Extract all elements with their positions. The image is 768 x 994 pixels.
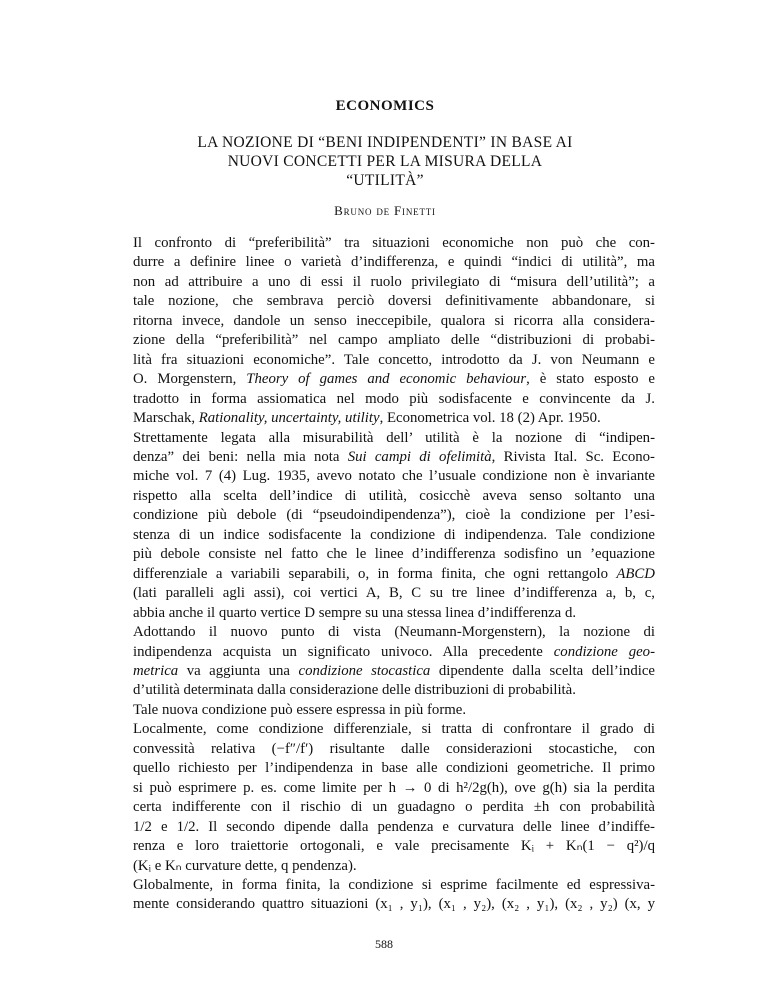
text-line: stenza di un indice sodisfacente la condizione di indipendenza. Tale condizione — [133, 526, 655, 543]
text-line: miche vol. 7 (4) Lug. 1935, avevo notato che l’usuale condizione non è invariante — [133, 468, 655, 485]
text-line: O. Morgenstern, Theory of games and economic behaviour, è stato esposto e — [133, 371, 655, 388]
text-line: ritorna invece, dandole un senso ineccepibile, qualora si ricorra alla considera- — [133, 312, 655, 329]
text-line: differenziale a variabili separabili, o, in forma finita, che ogni rettangolo ABCD — [133, 565, 655, 582]
text-line: Strettamente legata alla misurabilità dell’ utilità è la nozione di “indipen- — [133, 429, 655, 446]
text-line: Localmente, come condizione differenziale, si tratta di confrontare il grado di — [133, 721, 655, 738]
text-line: 1/2 e 1/2. Il secondo dipende dalla pendenza e curvatura delle linee d’indiffe- — [133, 818, 655, 835]
paragraph — [115, 234, 655, 429]
page-number: 588 — [375, 937, 393, 951]
text-line: metrica va aggiunta una condizione stocastica dipendente dalla scelta dell’indice — [133, 662, 655, 679]
paragraph — [115, 429, 655, 624]
text-line: Il confronto di “preferibilità” tra situazioni economiche non può che con- — [133, 235, 655, 251]
text-line: quello richiesto per l’indipendenza in base alle condizioni geometriche. Il primo — [133, 760, 655, 777]
title-line-2: NUOVI CONCETTI PER LA MISURA DELLA — [227, 153, 543, 170]
title-line-1: LA NOZIONE DI “BENI INDIPENDENTI” IN BASE AI — [197, 134, 573, 151]
page-content — [115, 98, 655, 915]
text-line: Tale nuova condizione può essere espressa in più forme. — [133, 701, 467, 718]
text-line: non ad attribuire a uno di essi il ruolo privilegiato di “misura dell’utilità”; a — [133, 273, 655, 290]
text-line: mente considerando quattro situazioni (x₁ , y₁), (x₁ , y₂), (x₂ , y₁), (x₂ , y₂) (x, y — [133, 896, 655, 913]
paragraph — [115, 623, 655, 701]
text-line: si può esprimere p. es. come limite per h → 0 di h²/2g(h), ove g(h) sia la perdita — [133, 779, 655, 796]
text-line: d’utilità determinata dalla considerazione delle distribuzioni di probabilità. — [133, 682, 576, 699]
text-line: tale nozione, che sembrava perciò doversi definitivamente abbandonare, si — [133, 293, 655, 310]
text-line: condizione più debole (di “pseudoindipendenza”), cioè la condizione per l’esi- — [133, 507, 655, 524]
body-text — [115, 234, 655, 915]
text-line: durre a definire linee o varietà d’indifferenza, e quindi “indici di utilità”, ma — [133, 254, 655, 271]
text-line: abbia anche il quarto vertice D sempre su una stessa linea d’indifferenza d. — [133, 604, 577, 621]
text-line: zione della “preferibilità” nel campo ampliato delle “distribuzioni di probabi- — [133, 332, 655, 349]
text-line: Marschak, Rationality, uncertainty, utility, Econometrica vol. 18 (2) Apr. 1950. — [133, 410, 601, 427]
text-line: più debole consiste nel fatto che le linee d’indifferenza sodisfino un ’equazione — [133, 546, 655, 563]
paragraph — [115, 701, 655, 720]
text-line: lità fra situazioni economiche”. Tale concetto, introdotto da J. von Neumann e — [133, 351, 655, 368]
text-line: Adottando il nuovo punto di vista (Neumann-Morgenstern), la nozione di — [133, 624, 655, 641]
section-heading: ECONOMICS — [335, 98, 435, 114]
text-line: (lati paralleli agli assi), coi vertici A, B, C su tre linee d’indifferenza a, b, c, — [133, 585, 655, 602]
author-name: Bruno de Finetti — [334, 203, 436, 218]
text-line: tradotto in forma assiomatica nel modo più sodisfacente e convincente da J. — [133, 390, 655, 407]
text-line: Globalmente, in forma finita, la condizione si esprime facilmente ed espressiva- — [133, 876, 655, 893]
text-line: convessità relativa (−f″/f′) risultante dalle considerazioni stocastiche, con — [133, 740, 655, 757]
title-line-3: “UTILITÀ” — [346, 172, 424, 189]
text-line: certa indifferente con il rischio di un guadagno o perdita ±h con probabilità — [133, 799, 655, 816]
paragraph — [115, 720, 655, 876]
text-line: denza” dei beni: nella mia nota Sui campi di ofelimità, Rivista Ital. Sc. Econo- — [133, 448, 655, 465]
paper-title — [115, 133, 655, 190]
text-line: (Kᵢ e Kₙ curvature dette, q pendenza). — [133, 857, 357, 874]
text-line: indipendenza acquista un significato univoco. Alla precedente condizione geo- — [133, 643, 655, 660]
text-line: rispetto alla scelta dell’indice di utilità, cosicchè aveva senso soltanto una — [133, 487, 655, 504]
paragraph — [115, 876, 655, 915]
text-line: renza e loro traiettorie ortogonali, e vale precisamente Kᵢ + Kₙ(1 − q²)/q — [133, 838, 655, 855]
